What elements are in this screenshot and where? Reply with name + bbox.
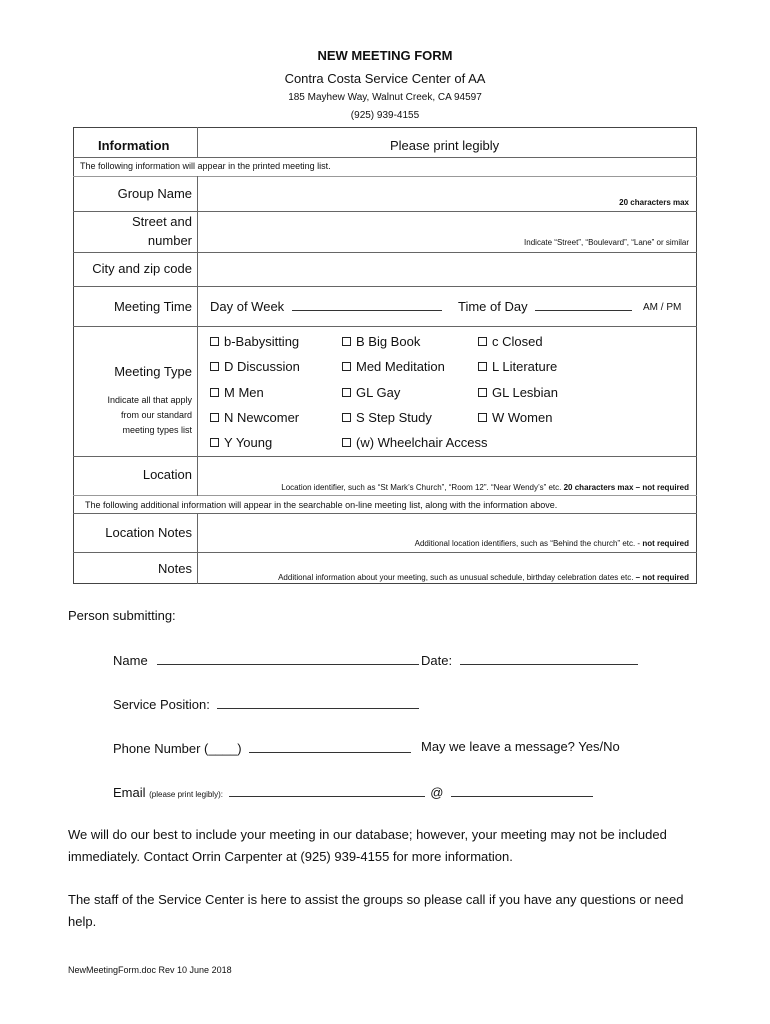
email-domain-line xyxy=(451,783,593,797)
checkbox-box[interactable] xyxy=(210,388,219,397)
email-label: Email xyxy=(113,785,146,800)
database-notice-paragraph: We will do our best to include your meeting in our database; however, your meeting may not be included immediately. Contact Orrin Carpenter at (925) 939-4155 for more information. xyxy=(68,827,667,864)
checkbox-label: M Men xyxy=(224,385,264,400)
name-line xyxy=(157,651,419,665)
checkbox-women[interactable] xyxy=(478,410,552,425)
divider xyxy=(73,495,697,496)
location-note-text: Location identifier, such as “St Mark’s Church”, “Room 12”. “Near Wendy’s” etc. xyxy=(281,483,562,492)
group-name-label: Group Name xyxy=(117,186,192,201)
time-of-day-line xyxy=(535,298,632,311)
form-title: NEW MEETING FORM xyxy=(317,48,453,63)
checkbox-label: D Discussion xyxy=(224,359,300,374)
organization-phone: (925) 939-4155 xyxy=(350,110,420,121)
divider xyxy=(73,157,697,158)
printed-list-banner: The following information will appear in the printed meeting list. xyxy=(80,161,331,171)
meeting-type-label: Meeting Type xyxy=(114,364,192,379)
checkbox-box[interactable] xyxy=(210,438,219,447)
checkbox-label: Y Young xyxy=(224,435,273,450)
date-label: Date: xyxy=(421,653,453,668)
checkbox-label: c Closed xyxy=(492,334,543,349)
street-note: Indicate “Street”, “Boulevard”, “Lane” or similar xyxy=(524,238,689,247)
name-label: Name xyxy=(113,653,148,668)
checkbox-label: N Newcomer xyxy=(224,410,300,425)
checkbox-young[interactable] xyxy=(210,435,272,450)
checkbox-babysitting[interactable] xyxy=(210,334,299,349)
checkbox-label: S Step Study xyxy=(356,410,432,425)
service-position-label: Service Position: xyxy=(113,697,210,712)
checkbox-box[interactable] xyxy=(342,362,351,371)
leave-message-question: May we leave a message? Yes/No xyxy=(421,739,620,754)
organization-address: 185 Mayhew Way, Walnut Creek, CA 94597 xyxy=(288,92,482,103)
checkbox-label: Med Meditation xyxy=(356,359,445,374)
checkbox-step-study[interactable] xyxy=(342,410,432,425)
checkbox-box[interactable] xyxy=(342,337,351,346)
street-label-line2: number xyxy=(147,233,192,248)
email-field[interactable] xyxy=(113,783,593,800)
checkbox-box[interactable] xyxy=(478,337,487,346)
checkbox-meditation[interactable] xyxy=(342,359,445,374)
day-of-week-label: Day of Week xyxy=(210,299,285,314)
checkbox-box[interactable] xyxy=(210,362,219,371)
checkbox-gay[interactable] xyxy=(342,385,400,400)
checkbox-literature[interactable] xyxy=(478,359,557,374)
date-field[interactable] xyxy=(421,651,638,668)
date-line xyxy=(460,651,638,665)
location-notes-label: Location Notes xyxy=(105,525,192,540)
email-user-line xyxy=(229,783,425,797)
phone-number-field[interactable] xyxy=(113,739,411,756)
notes-note-text: Additional information about your meeting, such as unusual schedule, birthday celebration dates etc. xyxy=(278,573,634,582)
location-note-bold: 20 characters max – not required xyxy=(563,483,689,492)
person-submitting-heading: Person submitting: xyxy=(68,608,176,623)
am-pm-label: AM / PM xyxy=(643,302,682,313)
meeting-type-help-line1: Indicate all that apply xyxy=(107,395,192,405)
staff-assist-paragraph: The staff of the Service Center is here to assist the groups so please call if you have any questions or need help. xyxy=(68,892,684,929)
notes-label: Notes xyxy=(158,561,192,576)
print-legibly-header: Please print legibly xyxy=(390,138,500,153)
checkbox-label: GL Gay xyxy=(356,385,401,400)
checkbox-wheelchair-access[interactable] xyxy=(342,435,487,450)
checkbox-box[interactable] xyxy=(342,413,351,422)
group-name-note: 20 characters max xyxy=(619,198,689,207)
divider xyxy=(73,286,697,287)
location-notes-note-text: Additional location identifiers, such as “Behind the church” etc. - xyxy=(414,539,641,548)
city-zip-field[interactable] xyxy=(198,253,696,286)
location-notes-note-bold: not required xyxy=(642,539,689,548)
online-list-banner: The following additional information will appear in the searchable on-line meeting list, along with the information above. xyxy=(85,500,558,510)
checkbox-box[interactable] xyxy=(478,388,487,397)
meeting-type-help-line3: meeting types list xyxy=(122,425,192,435)
checkbox-box[interactable] xyxy=(342,388,351,397)
checkbox-label: (w) Wheelchair Access xyxy=(356,435,488,450)
location-notes-note xyxy=(415,539,689,548)
checkbox-box[interactable] xyxy=(342,438,351,447)
name-field[interactable] xyxy=(113,651,419,668)
checkbox-label: GL Lesbian xyxy=(492,385,559,400)
service-position-line xyxy=(217,695,419,709)
service-position-field[interactable] xyxy=(113,695,419,712)
checkbox-lesbian[interactable] xyxy=(478,385,558,400)
notes-note-bold: – not required xyxy=(635,573,689,582)
divider xyxy=(73,326,697,327)
email-hint: (please print legibly): xyxy=(149,790,223,799)
checkbox-label: B Big Book xyxy=(356,334,421,349)
document-footer: NewMeetingForm.doc Rev 10 June 2018 xyxy=(68,965,232,975)
location-label: Location xyxy=(142,467,192,482)
city-zip-label: City and zip code xyxy=(92,261,192,276)
column-divider xyxy=(197,127,198,157)
organization-name: Contra Costa Service Center of AA xyxy=(284,71,486,86)
phone-number-label: Phone Number (____) xyxy=(113,741,242,756)
checkbox-men[interactable] xyxy=(210,385,264,400)
checkbox-big-book[interactable] xyxy=(342,334,420,349)
day-of-week-line xyxy=(292,298,442,311)
checkbox-discussion[interactable] xyxy=(210,359,300,374)
time-of-day-field[interactable] xyxy=(458,298,632,314)
checkbox-box[interactable] xyxy=(478,413,487,422)
day-of-week-field[interactable] xyxy=(210,298,442,314)
checkbox-box[interactable] xyxy=(210,413,219,422)
street-label-line1: Street and xyxy=(132,214,192,229)
checkbox-label: W Women xyxy=(492,410,553,425)
notes-note xyxy=(278,573,689,582)
meeting-time-label: Meeting Time xyxy=(113,299,192,314)
checkbox-box[interactable] xyxy=(478,362,487,371)
checkbox-label: L Literature xyxy=(492,359,558,374)
checkbox-label: b-Babysitting xyxy=(224,334,300,349)
location-note xyxy=(281,483,689,492)
checkbox-newcomer[interactable] xyxy=(210,410,299,425)
information-header: Information xyxy=(98,138,170,153)
email-at-sign: @ xyxy=(430,785,444,800)
meeting-type-help-line2: from our standard xyxy=(120,410,192,420)
checkbox-box[interactable] xyxy=(210,337,219,346)
checkbox-closed[interactable] xyxy=(478,334,543,349)
time-of-day-label: Time of Day xyxy=(458,299,528,314)
phone-number-line xyxy=(249,739,411,753)
